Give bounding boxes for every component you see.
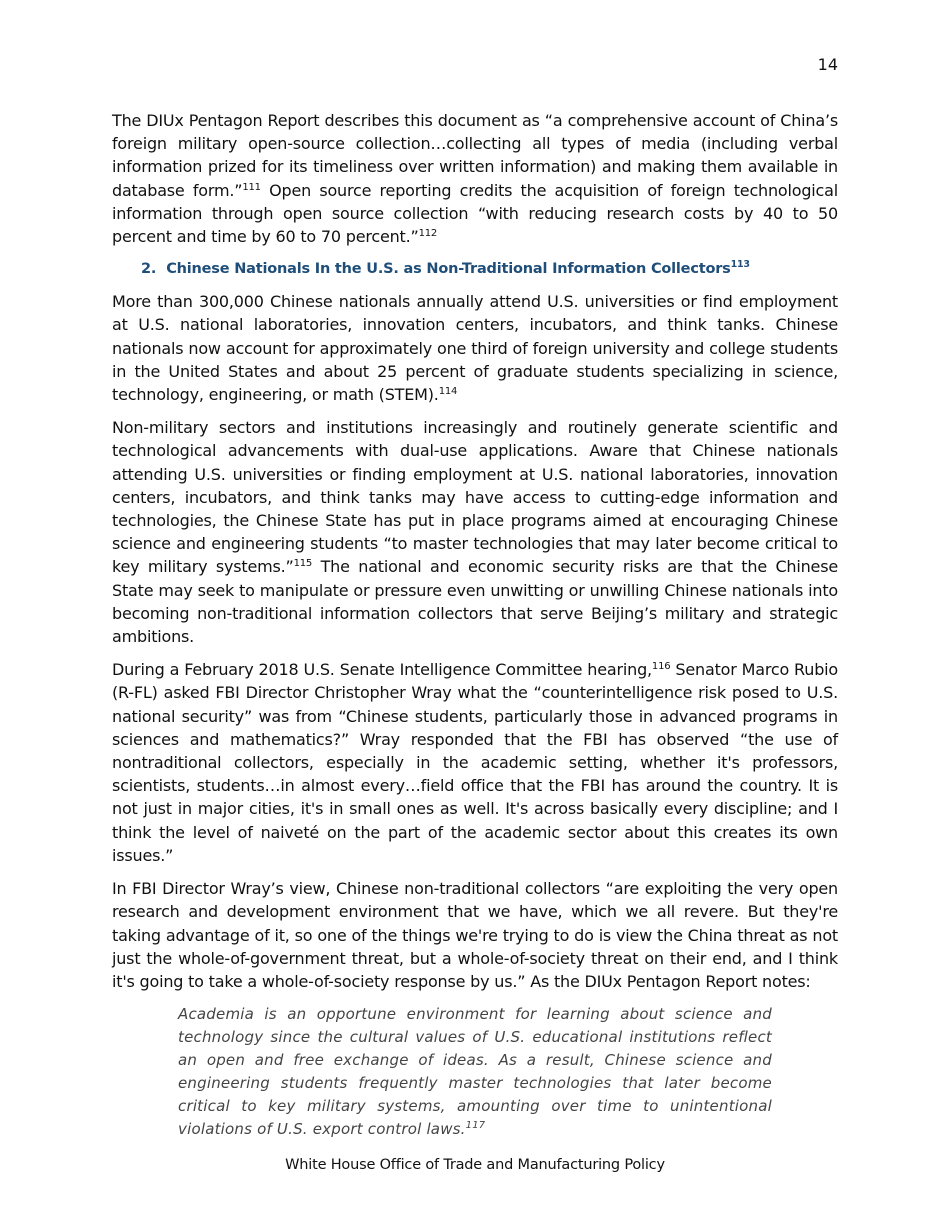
- footnote-ref-113[interactable]: 113: [730, 259, 750, 271]
- page-number: 14: [817, 55, 838, 74]
- block-quote: [178, 1003, 772, 1141]
- footnote-ref-112[interactable]: 112: [418, 228, 438, 240]
- footnote-ref-111[interactable]: 111: [242, 181, 261, 193]
- paragraph-text: The national and economic security risks are that the Chinese State may seek to manipulate or pressure even unwitting or unwilling Chinese nationals into becoming non-traditional information collectors that serve Beijing’s military and strategic ambitions.: [112, 557, 838, 647]
- paragraph-text: In FBI Director Wray’s view, Chinese non-traditional collectors “are exploiting the very open research and development environment that we have, which we all revere. But they're taking advantage of it, so one of the things we're trying to do is view the China threat as not just the whole-of-government threat, but a whole-of-society threat on their end, and I think it's going to take a whole-of-society response by us.” As the DIUx Pentagon Report notes:: [112, 879, 838, 991]
- paragraph-text: Senator Marco Rubio (R-FL) asked FBI Director Christopher Wray what the “counterintelligence risk posed to U.S. national security” was from “Chinese students, particularly those in advanced programs in sciences and mathematics?” Wray responded that the FBI has observed “the use of nontraditional collectors, especially in the academic setting, whether it's professors, scientists, students…in almost every…field office that the FBI has around the country. It is not just in major cities, it's in small ones as well. It's across basically every discipline; and I think the level of naiveté on the part of the academic sector about this creates its own issues.”: [112, 660, 838, 865]
- paragraph-text: Open source reporting credits the acquisition of foreign technological information through open source collection “with reducing research costs by 40 to 50 percent and time by 60 to 70 percent.”: [112, 180, 839, 247]
- paragraph-text: During a February 2018 U.S. Senate Intelligence Committee hearing,: [112, 660, 652, 680]
- paragraph-text: More than 300,000 Chinese nationals annually attend U.S. universities or find employment at U.S. national laboratories, innovation centers, incubators, and think tanks. Chinese nationals now account for approximately one third of foreign university and college students in the United States and about 25 percent of graduate students specializing in science, technology, engineering, or math (STEM).: [112, 292, 838, 405]
- quote-text: Academia is an opportune environment for learning about science and technology since the cultural values of U.S. educational institutions reflect an open and free exchange of ideas. As a result, Chinese science and engineering students frequently master technologies that later become critical to key military systems, amounting over time to unintentional violations of U.S. export control laws.: [178, 1005, 772, 1139]
- paragraph-wray-view: [112, 877, 838, 993]
- paragraph-non-military-sectors: [112, 416, 838, 648]
- paragraph-text: The DIUx Pentagon Report describes this document as “a comprehensive account of China’s foreign military open-source collection…collecting all types of media (including verbal information prized for its timeliness over written information) and making them available in database form.”: [112, 111, 838, 200]
- paragraph-text: Non-military sectors and institutions increasingly and routinely generate scientific and technological advancements with dual-use applications. Aware that Chinese nationals attending U.S. universities or finding employment at U.S. national laboratories, innovation centers, incubators, and think tanks may have access to cutting-edge information and technologies, the Chinese State has put in place programs aimed at encouraging Chinese science and engineering students “to master technologies that may later become critical to key military systems.”: [112, 418, 838, 577]
- document-body: [112, 109, 838, 1141]
- paragraph-chinese-nationals: [112, 290, 838, 406]
- section-number: 2.: [141, 261, 157, 278]
- section-title: Chinese Nationals In the U.S. as Non-Traditional Information Collectors: [166, 261, 731, 278]
- paragraph-diux-report: [112, 109, 838, 248]
- footnote-ref-117[interactable]: 117: [465, 1120, 486, 1132]
- footnote-ref-116[interactable]: 116: [651, 661, 671, 673]
- page-footer: White House Office of Trade and Manufacturing Policy: [285, 1157, 665, 1173]
- footnote-ref-115[interactable]: 115: [293, 558, 313, 570]
- paragraph-senate-hearing: [112, 658, 838, 867]
- footnote-ref-114[interactable]: 114: [438, 386, 458, 398]
- section-heading: [141, 258, 838, 280]
